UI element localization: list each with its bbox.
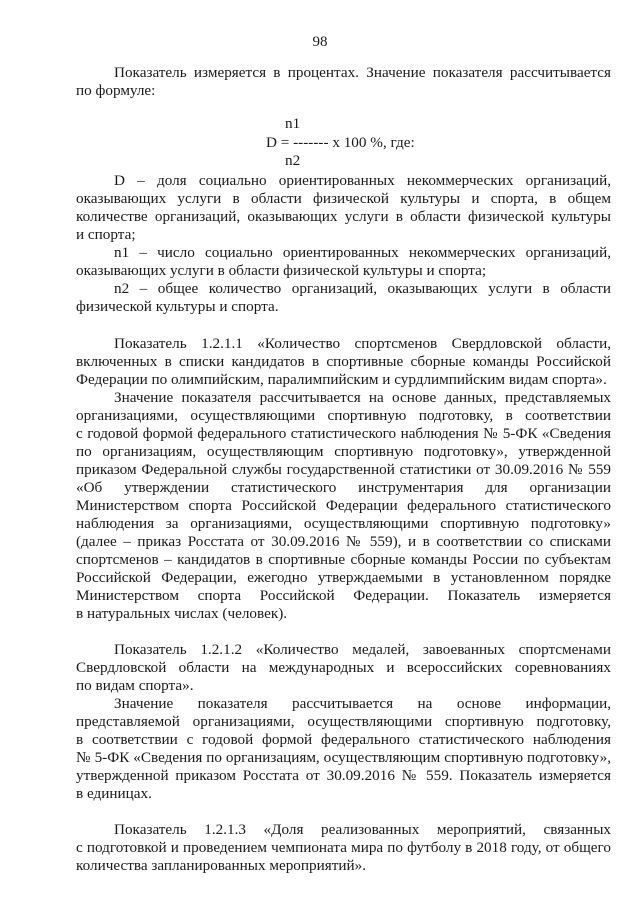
section-2-line: утвержденной приказом Росстата от 30.09.2016 № 559. Показатель измеряется	[76, 767, 611, 784]
section-2-line: № 5-ФК «Сведения по организациям, осуществляющим спортивную подготовку»,	[76, 749, 611, 766]
definition-line: n2 – общее количество организаций, оказывающих услуги в области	[114, 280, 611, 297]
definition-line: и спорта;	[76, 226, 136, 243]
section-1-line: Показатель 1.2.1.1 «Количество спортсменов Свердловской области,	[114, 335, 611, 352]
definition-line: физической культуры и спорта.	[76, 298, 279, 315]
section-2-line: по видам спорта».	[76, 677, 194, 694]
section-2-line: в единицах.	[76, 785, 152, 802]
section-1-line: Министерством спорта Российской Федерации. Показатель измеряется	[76, 587, 611, 604]
section-1-line: приказом Федеральной службы государственной статистики от 30.09.2016 № 559	[76, 461, 611, 478]
section-1-line: с годовой формой федерального статистического наблюдения № 5-ФК «Сведения	[76, 425, 611, 442]
section-1-line: (далее – приказ Росстата от 30.09.2016 № 559), и в соответствии со списками	[76, 533, 611, 550]
section-1-line: Федерации по олимпийским, паралимпийским и сурдлимпийским видам спорта».	[76, 371, 607, 388]
section-3-line: количества запланированных мероприятий».	[76, 857, 367, 874]
page-number: 98	[312, 34, 328, 50]
formula-main: D = ------- x 100 %, где:	[266, 134, 415, 151]
section-1-line: по организациям, осуществляющим спортивную подготовку», утвержденной	[76, 443, 611, 460]
formula-numerator: n1	[285, 115, 301, 132]
section-3-line: с подготовкой и проведением чемпионата мира по футболу в 2018 году, от общего	[76, 839, 611, 856]
section-2-line: Показатель 1.2.1.2 «Количество медалей, завоеванных спортсменами	[114, 641, 611, 658]
section-1-line: Министерством спорта Российской Федерации федерального статистического	[76, 497, 611, 514]
section-2-line: Значение показателя рассчитывается на основе информации,	[114, 695, 611, 712]
section-2-line: в соответствии с годовой формой федерального статистического наблюдения	[76, 731, 611, 748]
section-1-line: Российской Федерации, ежегодно утверждаемыми в установленном порядке	[76, 569, 611, 586]
definition-line: оказывающих услуги в области физической культуры и спорта;	[76, 262, 487, 279]
definition-line: количестве организаций, оказывающих услуги в области физической культуры	[76, 208, 611, 225]
intro-line: Показатель измеряется в процентах. Значение показателя рассчитывается	[114, 64, 611, 81]
section-3-line: Показатель 1.2.1.3 «Доля реализованных мероприятий, связанных	[114, 821, 611, 838]
section-1-line: в натуральных числах (человек).	[76, 605, 288, 622]
section-1-line: «Об утверждении статистического инструментария для организации	[76, 479, 611, 496]
definition-line: D – доля социально ориентированных некоммерческих организаций,	[114, 172, 611, 189]
definition-line: n1 – число социально ориентированных некоммерческих организаций,	[114, 244, 611, 261]
section-1-line: организациями, осуществляющими спортивную подготовку, в соответствии	[76, 407, 611, 424]
formula-denominator: n2	[285, 152, 301, 169]
section-1-line: Значение показателя рассчитывается на основе данных, представляемых	[114, 389, 611, 406]
section-1-line: наблюдения за организациями, осуществляющими спортивную подготовку»	[76, 515, 611, 532]
section-1-line: спортсменов – кандидатов в спортивные сборные команды России по субъектам	[76, 551, 611, 568]
intro-line: по формуле:	[76, 82, 156, 99]
section-2-line: Свердловской области на международных и всероссийских соревнованиях	[76, 659, 611, 676]
section-2-line: представляемой организациями, осуществляющими спортивную подготовку,	[76, 713, 611, 730]
section-1-line: включенных в списки кандидатов в спортивные сборные команды Российской	[76, 353, 611, 370]
definition-line: оказывающих услуги в области физической культуры и спорта, в общем	[76, 190, 611, 207]
